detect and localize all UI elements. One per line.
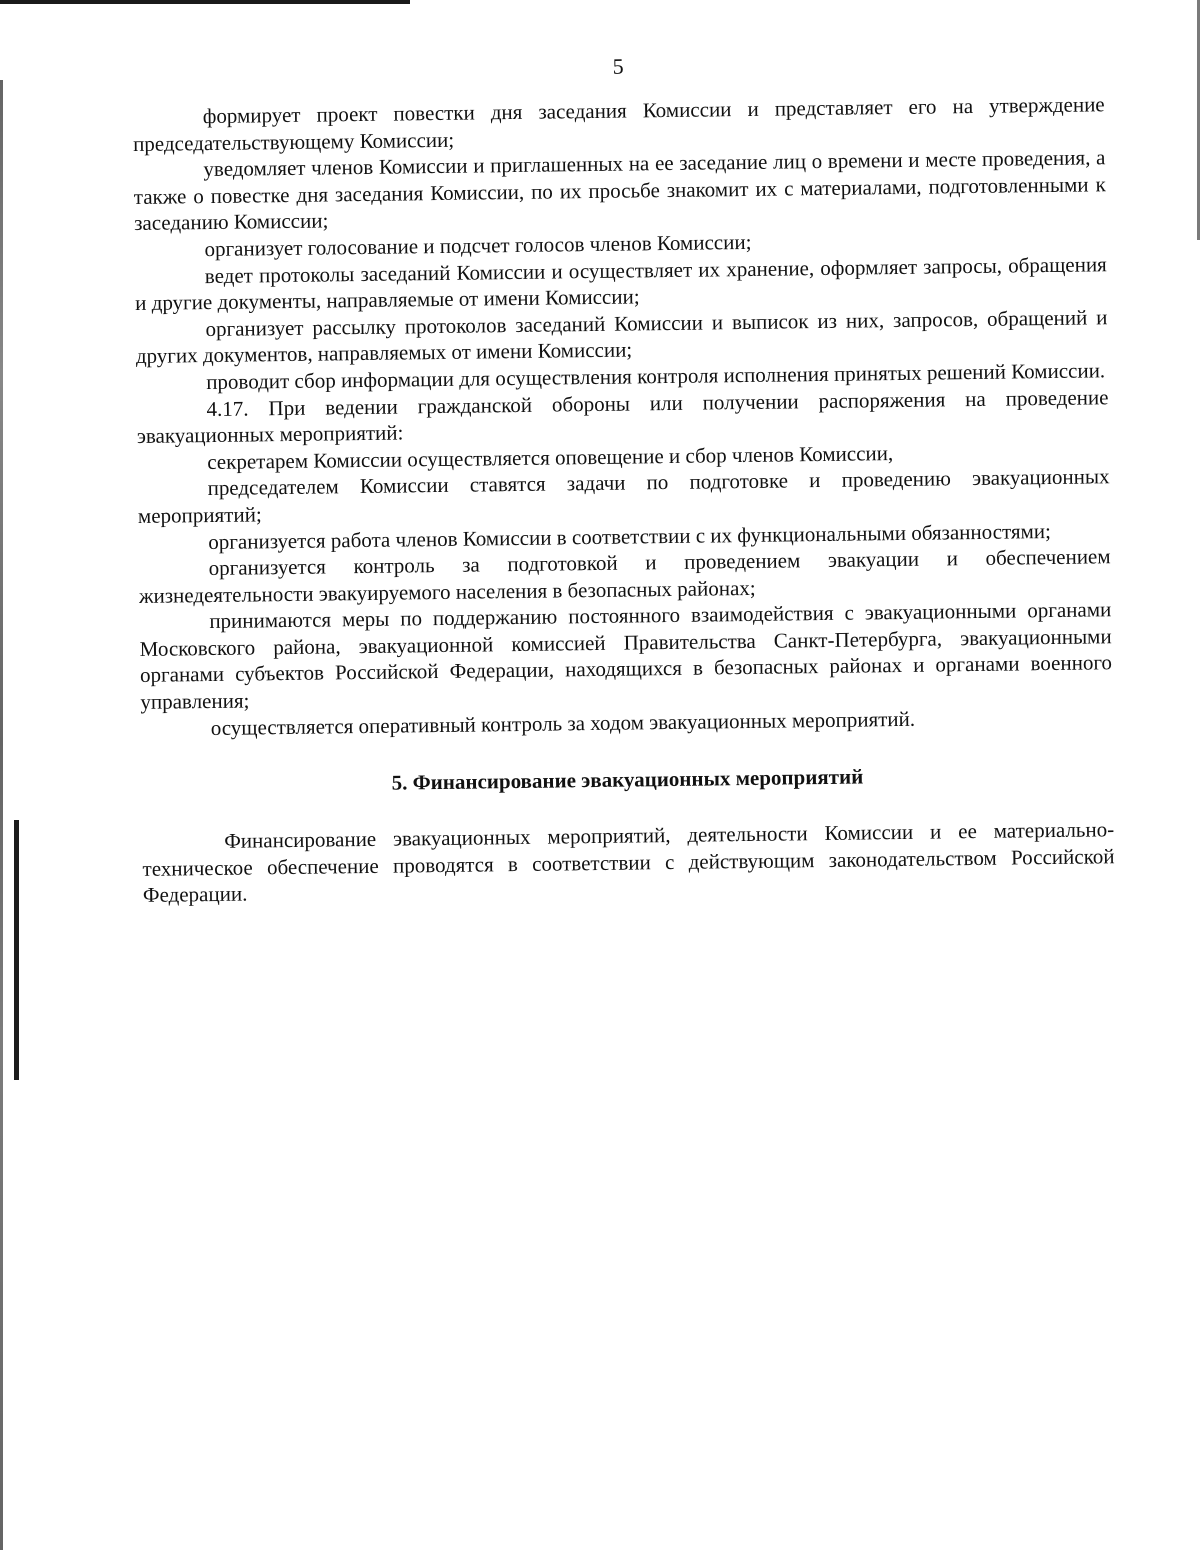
- paragraph-members-work: организуется работа членов Комиссии в соответствии с их функциональными обязанностями;: [208, 518, 1052, 554]
- paragraph-secretary: секретарем Комиссии осуществляется оповещение и сбор членов Комиссии,: [207, 440, 894, 474]
- paragraph-control: организуется контроль за подготовкой и проведением эвакуации и обеспечением жизнедеятельности эвакуируемого населения в безопасных районах;: [138, 544, 1111, 608]
- scan-edge-left-mark: [14, 820, 19, 1080]
- paragraph-agenda: формирует проект повестки дня заседания Комиссии и представляет его на утверждение председательствующему Комиссии;: [132, 92, 1105, 156]
- document-page: [132, 47, 1115, 909]
- section-heading: 5. Финансирование эвакуационных мероприятий: [391, 764, 864, 795]
- paragraph-voting: организует голосование и подсчет голосов членов Комиссии;: [204, 229, 752, 262]
- paragraph-operational-control: осуществляется оперативный контроль за ходом эвакуационных мероприятий.: [210, 706, 916, 740]
- duties-list: [133, 91, 1113, 742]
- paragraph-financing: Финансирование эвакуационных мероприятий, деятельности Комиссии и ее материально-техническое обеспечение проводятся в соответствии с действующим законодательством Российской Федерации.: [142, 817, 1115, 908]
- paragraph-chairman: председателем Комиссии ставятся задачи по подготовке и проведению эвакуационных мероприятий;: [137, 464, 1110, 528]
- paragraph-clause-4-17: 4.17. При ведении гражданской обороны или получении распоряжения на проведение эвакуационных мероприятий:: [136, 384, 1109, 449]
- paragraph-notify: уведомляет членов Комиссии и приглашенных на ее заседание лиц о времени и месте проведения, а также о повестке дня заседания Комиссии, по их просьбе знакомит их с материалами, подготовленными к заседанию Комиссии;: [133, 145, 1106, 236]
- page-number: 5: [612, 53, 624, 79]
- paragraph-protocols: ведет протоколы заседаний Комиссии и осуществляет их хранение, оформляет запросы, обращения и другие документы, направляемые от имени Комиссии;: [135, 251, 1107, 316]
- paragraph-info-collection: проводит сбор информации для осуществления контроля исполнения принятых решений Комиссии.: [206, 358, 1106, 394]
- scan-edge-top: [0, 0, 410, 4]
- paragraph-interaction: принимаются меры по поддержанию постоянного взаимодействия с эвакуационными органами Московского района, эвакуационной комиссией Правительства Санкт-Петербурга, эвакуационными органами субъектов Российской Федерации, находящихся в безопасных районах и органами военного управления;: [139, 597, 1113, 715]
- paragraph-distribution: организует рассылку протоколов заседаний Комиссии и выписок из них, запросов, обращений и других документов, направляемых от имени Комиссии;: [135, 305, 1108, 369]
- scan-edge-left: [0, 80, 3, 1550]
- financing-section: [142, 816, 1115, 908]
